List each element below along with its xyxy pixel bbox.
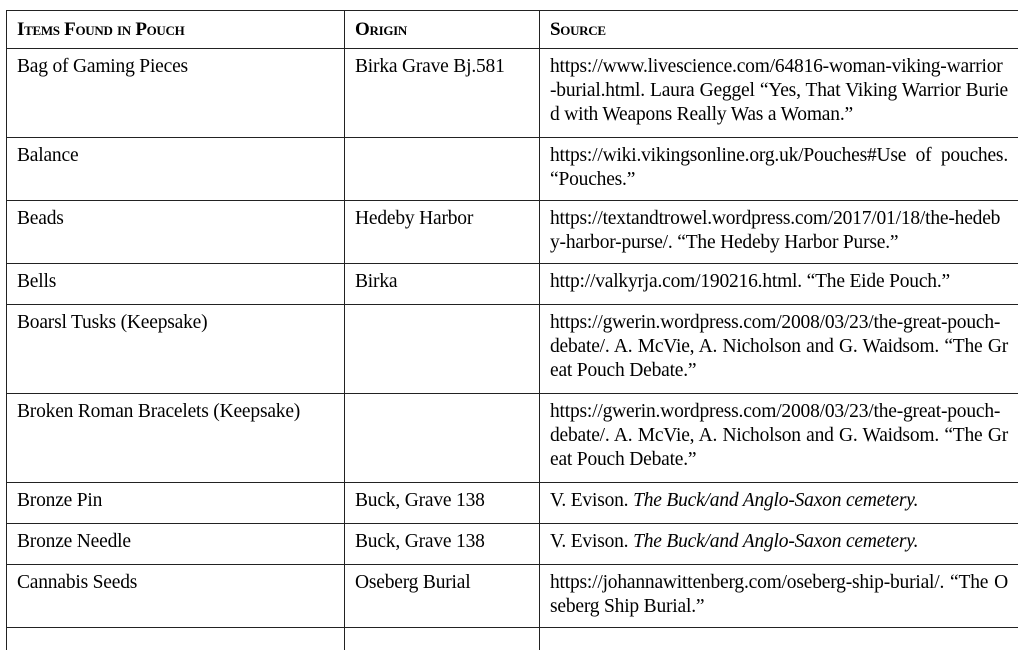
- table-row: [7, 138, 1019, 201]
- origin-cell: Buck, Grave 138: [345, 524, 540, 565]
- origin-cell: Birka: [345, 264, 540, 305]
- origin-cell: Oseberg Burial: [345, 565, 540, 628]
- item-cell: Balance: [7, 138, 345, 201]
- source-cell: https://wiki.vikingsonline.org.uk/Pouches#Use of pouches. “Pouches.”: [540, 138, 1019, 201]
- table-row: [7, 483, 1019, 524]
- source-cell: https://gwerin.wordpress.com/2008/03/23/the-great-pouch-debate/. A. McVie, A. Nicholson and G. Waidsom. “The Great Pouch Debate.”: [540, 305, 1019, 394]
- origin-cell: [345, 138, 540, 201]
- table-row: [7, 394, 1019, 483]
- source-cell: https://textandtrowel.wordpress.com/2017/01/18/the-hedeby-harbor-purse/. “The Hedeby Harbor Purse.”: [540, 201, 1019, 264]
- table-row: [7, 264, 1019, 305]
- origin-cell: [345, 305, 540, 394]
- source-cell: https://gwerin.wordpress.com/2008/03/23/the-great-pouch-debate/. A. McVie, A. Nicholson and G. Waidsom. “The Great Pouch Debate.”: [540, 394, 1019, 483]
- header-origin: Origin: [345, 11, 540, 49]
- table-row: [7, 305, 1019, 394]
- source-cell: http://valkyrja.com/190216.html. “The Eide Pouch.”: [540, 264, 1019, 305]
- item-cell: Boarsl Tusks (Keepsake): [7, 305, 345, 394]
- source-author: V. Evison.: [550, 490, 629, 511]
- table-row: [7, 565, 1019, 628]
- source-cell: [540, 524, 1019, 565]
- table-row: [7, 49, 1019, 138]
- table-row-cut-off: [7, 628, 1019, 651]
- source-cell: https://johannawittenberg.com/oseberg-ship-burial/. “The Oseberg Ship Burial.”: [540, 565, 1019, 628]
- pouch-items-table: [6, 10, 1018, 650]
- item-cell: Broken Roman Bracelets (Keepsake): [7, 394, 345, 483]
- item-cell: Bag of Gaming Pieces: [7, 49, 345, 138]
- header-row: [7, 11, 1019, 49]
- item-cell: Beads: [7, 201, 345, 264]
- origin-cell-empty: [345, 628, 540, 651]
- origin-cell: [345, 394, 540, 483]
- origin-cell: Buck, Grave 138: [345, 483, 540, 524]
- item-cell: Bells: [7, 264, 345, 305]
- source-cell-empty: [540, 628, 1019, 651]
- item-cell: Bronze Needle: [7, 524, 345, 565]
- source-cell: https://www.livescience.com/64816-woman-viking-warrior-burial.html. Laura Geggel “Yes, That Viking Warrior Buried with Weapons Really Was a Woman.”: [540, 49, 1019, 138]
- table-row: [7, 201, 1019, 264]
- table-row: [7, 524, 1019, 565]
- source-title: The Buck/and Anglo-Saxon cemetery.: [633, 490, 919, 511]
- header-items: Items Found in Pouch: [7, 11, 345, 49]
- header-source: Source: [540, 11, 1019, 49]
- origin-cell: Hedeby Harbor: [345, 201, 540, 264]
- item-cell: Bronze Pin: [7, 483, 345, 524]
- item-cell: Cannabis Seeds: [7, 565, 345, 628]
- source-cell: [540, 483, 1019, 524]
- origin-cell: Birka Grave Bj.581: [345, 49, 540, 138]
- document-page: [6, 10, 1018, 658]
- source-title: The Buck/and Anglo-Saxon cemetery.: [633, 531, 919, 552]
- item-cell-empty: [7, 628, 345, 651]
- source-author: V. Evison.: [550, 531, 629, 552]
